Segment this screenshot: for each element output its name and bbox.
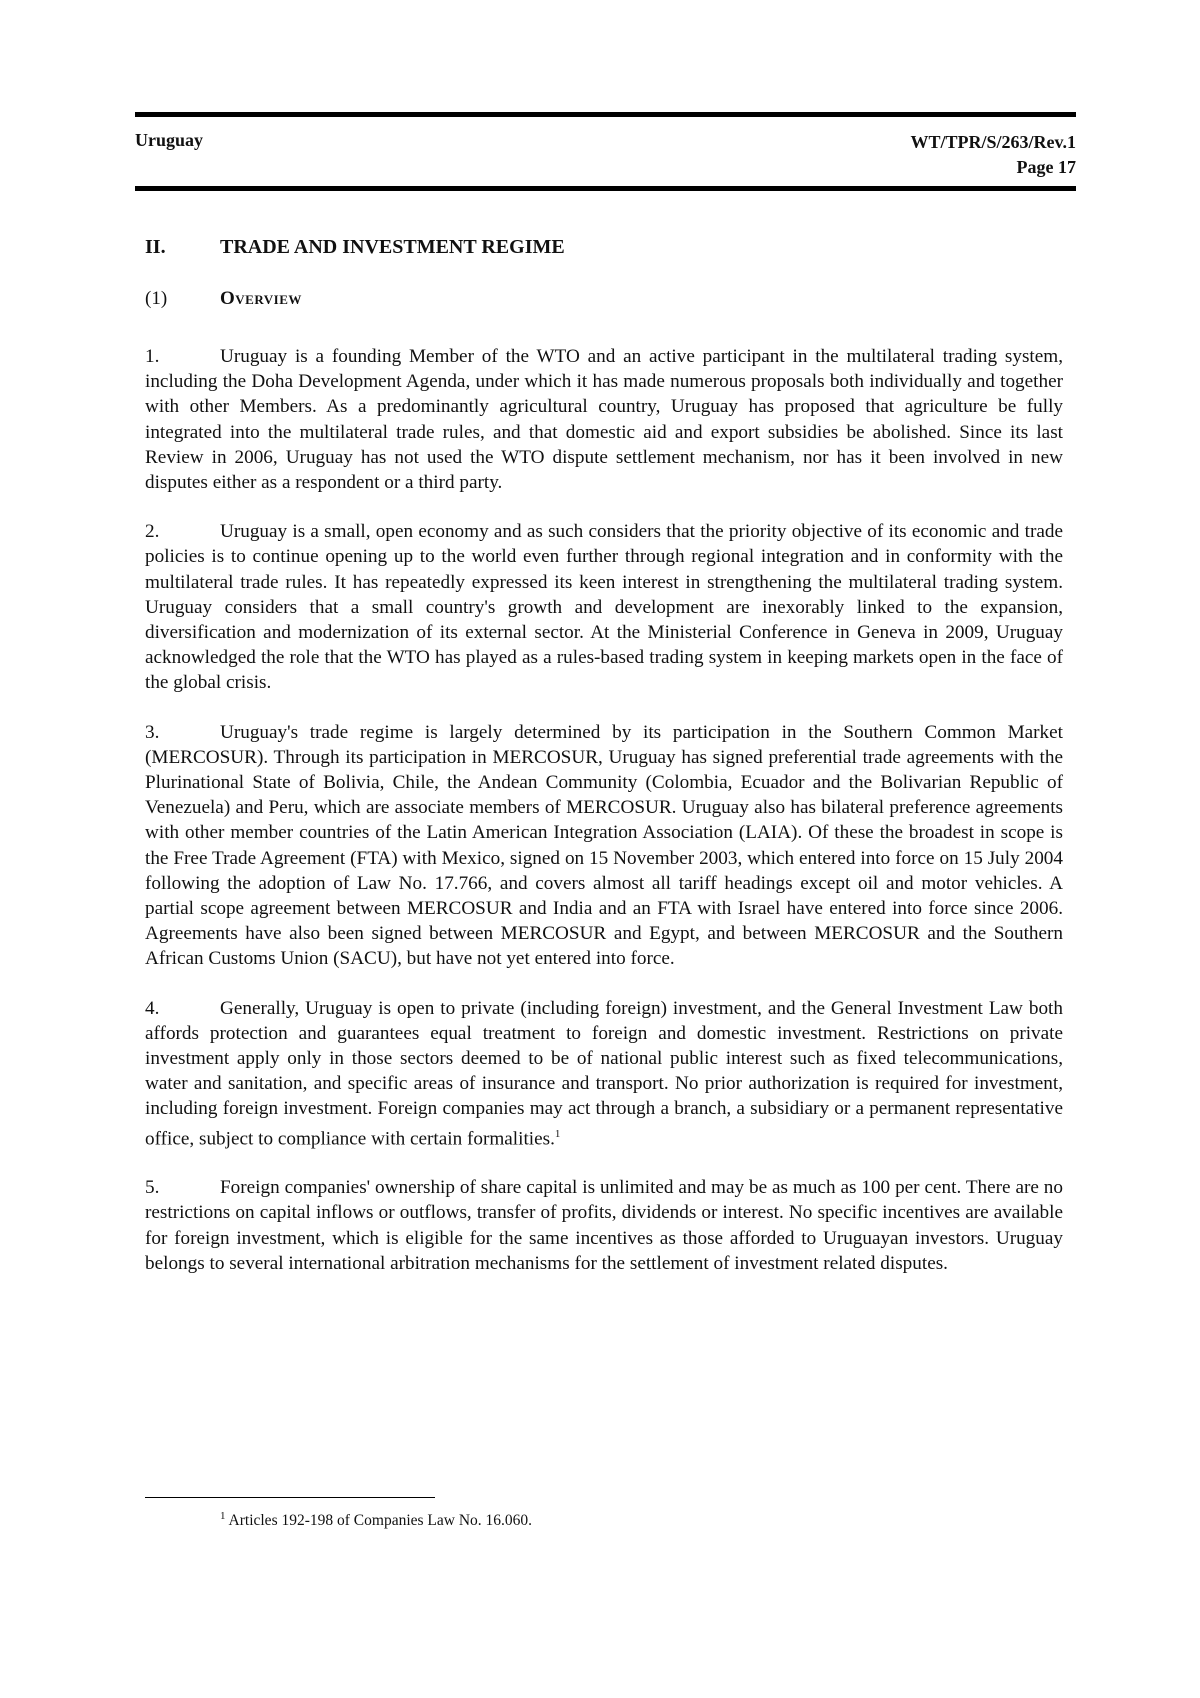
section-title: TRADE AND INVESTMENT REGIME [220,236,565,258]
paragraph-1 [145,344,1063,495]
paragraph-number: 5. [145,1177,160,1199]
paragraph-number: 4. [145,997,160,1019]
section-heading [145,236,1063,266]
paragraph-number: 1. [145,346,160,367]
footnote-reference[interactable]: 1 [554,1127,561,1140]
paragraph-4 [145,996,1063,1152]
paragraph-3 [145,720,1063,972]
footnote-text: Articles 192-198 of Companies Law No. 16.060. [228,1512,533,1530]
paragraph-5 [145,1175,1063,1276]
footnote-separator [145,1497,435,1498]
footnote [220,1510,532,1530]
header-doc-info [910,130,1076,180]
header-country: Uruguay [135,130,204,150]
subsection-heading [145,288,1063,318]
paragraph-2 [145,519,1063,695]
paragraph-text: Uruguay is a small, open economy and as such considers that the priority objective of its economic and trade policies is to continue opening up to the world even further through regional integration and in conformity with the multilateral trade rules. It has repeatedly expressed its keen interest in strengthening the multilateral trading system. Uruguay considers that a small country's growth and development are inexorably linked to the expansion, diversification and modernization of its external sector. At the Ministerial Conference in Geneva in 2009, Uruguay acknowledged the role that the WTO has played as a rules-based trading system in keeping markets open in the face of the global crisis. [145,521,1063,694]
header-bottom-rule [135,186,1076,191]
header-top-rule [135,112,1076,117]
subsection-title: Overview [220,288,302,309]
paragraph-text: Uruguay's trade regime is largely determined by its participation in the Southern Common Market (MERCOSUR). Through its participation in MERCOSUR, Uruguay has signed preferential trade agreements with the Plurinational State of Bolivia, Chile, the Andean Community (Colombia, Ecuador and the Bolivarian Republic of Venezuela) and Peru, which are associate members of MERCOSUR. Uruguay also has bilateral preference agreements with other member countries of the Latin American Integration Association (LAIA). Of these the broadest in scope is the Free Trade Agreement (FTA) with Mexico, signed on 15 November 2003, which entered into force on 15 July 2004 following the adoption of Law No. 17.766, and covers almost all tariff headings except oil and motor vehicles. A partial scope agreement between MERCOSUR and India and an FTA with Israel have entered into force since 2006. Agreements have also been signed between MERCOSUR and Egypt, and between MERCOSUR and the Southern African Customs Union (SACU), but have not yet entered into force. [145,721,1063,970]
paragraph-text: Uruguay is a founding Member of the WTO and an active participant in the multilateral trading system, including the Doha Development Agenda, under which it has made numerous proposals both individually and together with other Members. As a predominantly agricultural country, Uruguay has proposed that agriculture be fully integrated into the multilateral trade rules, and that domestic aid and export subsidies be abolished. Since its last Review in 2006, Uruguay has not used the WTO dispute settlement mechanism, nor has it been involved in new disputes either as a respondent or a third party. [145,346,1063,494]
paragraph-text: Generally, Uruguay is open to private (including foreign) investment, and the General Investment Law both affords protection and guarantees equal treatment to foreign and domestic investment. Restrictions on private investment apply only in those sectors deemed to be of national public interest such as fixed telecommunications, water and sanitation, and specific areas of insurance and transport. No prior authorization is required for investment, including foreign investment. Foreign companies may act through a branch, a subsidiary or a permanent representative office, subject to compliance with certain formalities. [145,997,1063,1150]
document-body [145,236,1063,1300]
paragraph-text: Foreign companies' ownership of share capital is unlimited and may be as much as 100 per cent. There are no restrictions on capital inflows or outflows, transfer of profits, dividends or interest. No specific incentives are available for foreign investment, which is eligible for the same incentives as those afforded to Uruguayan investors. Uruguay belongs to several international arbitration mechanisms for the settlement of investment related disputes. [145,1177,1063,1274]
subsection-number: (1) [145,288,168,309]
section-number: II. [145,236,166,258]
footnote-marker: 1 [220,1510,226,1522]
header-page-label: Page 17 [1016,157,1076,177]
paragraph-number: 3. [145,721,160,743]
paragraph-number: 2. [145,521,160,543]
header-doc-symbol: WT/TPR/S/263/Rev.1 [910,132,1076,152]
